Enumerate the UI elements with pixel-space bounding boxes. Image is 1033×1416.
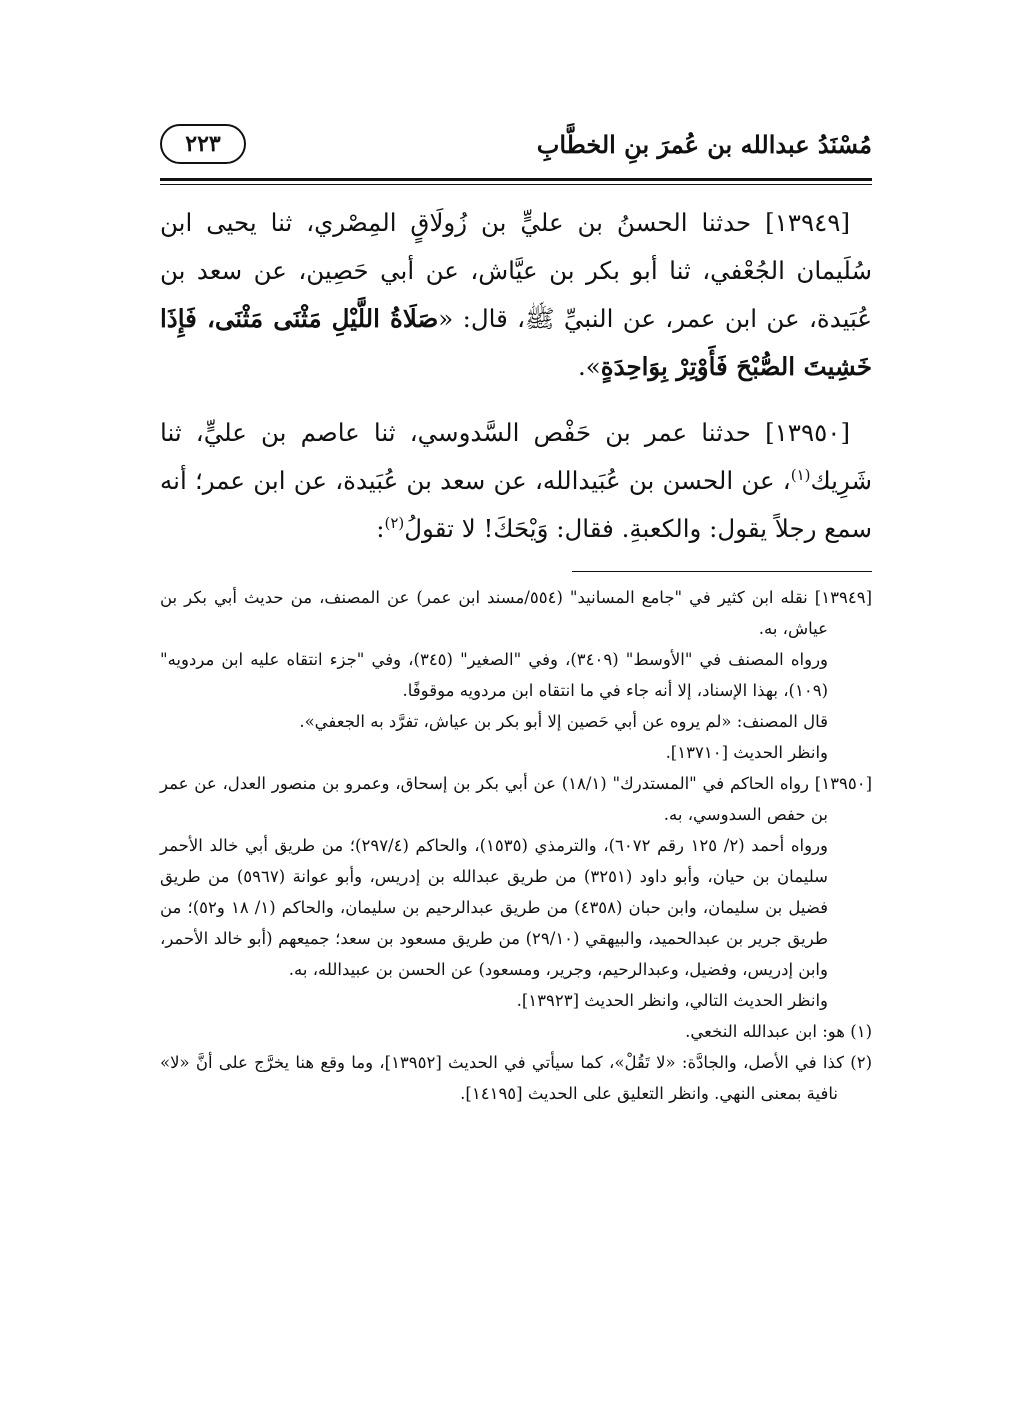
takhrij-13950-line: ورواه أحمد (٢/ ١٢٥ رقم ٦٠٧٢)، والترمذي (١٥٣٥)، والحاكم (٢٩٧/٤)؛ من طريق أبي خالد الأحمر سليمان بن حيان، وأبو داود (٣٢٥١) من طريق عبدالله بن إدريس، وأبو عوانة (٥٩٦٧) من طريق فضيل بن سليمان، وابن حبان (٤٣٥٨) من طريق عبدالرحيم بن سليمان، والحاكم (١/ ١٨ و٥٢)؛ من طريق جرير بن عبدالحميد، والبيهقي (٢٩/١٠) من طريق مسعود بن سعد؛ جميعهم (أبو خالد الأحمر، وابن إدريس، وفضيل، وعبدالرحيم، وجرير، ومسعود) عن الحسن بن عبيدالله، به. xyxy=(160,836,829,979)
hadith-13950-part2: ، عن الحسن بن عُبَيدالله، عن سعد بن عُبَيدة، عن ابن عمر؛ أنه سمع رجلاً يقول: والكعبةِ. فقال: وَيْحَكَ! لا تقولُ xyxy=(160,466,872,543)
header-rule xyxy=(160,178,872,185)
takhrij-13950-line: وانظر الحديث التالي، وانظر الحديث [١٣٩٢٣]. xyxy=(516,991,828,1010)
takhrij-13949-line: قال المصنف: «لم يروه عن أبي حَصين إلا أبو بكر بن عياش، تفرَّد به الجعفي». xyxy=(299,712,828,731)
hadith-13950 xyxy=(160,409,872,553)
hadith-13949-isnad: [١٣٩٤٩] حدثنا الحسنُ بن عليٍّ بن زُولَاقٍ المِصْري، ثنا يحيى ابن سُلَيمان الجُعْفي، ثنا أبو بكر بن عيَّاش، عن أبي حَصِين، عن سعد بن عُبَيدة، عن ابن عمر، عن النبيِّ ﷺ، قال: « xyxy=(160,208,872,333)
takhrij-13949-first: [١٣٩٤٩] نقله ابن كثير في "جامع المسانيد" (٥٥٤/مسند ابن عمر) عن المصنف، من حديث أبي بكر بن عياش، به. xyxy=(160,588,872,638)
hadith-13950-part3: : xyxy=(376,514,385,543)
footnote-ref-2[interactable]: (٢) xyxy=(384,513,405,532)
footnote-2: (٢) كذا في الأصل، والجادَّة: «لا تَقُلْ»، كما سيأتي في الحديث [١٣٩٥٢]، وما وقع هنا يخرَّج على أنَّ «لا» نافية بمعنى النهي. وانظر التعليق على الحديث [١٤١٩٥]. xyxy=(160,1053,873,1103)
running-title: مُسْنَدُ عبدالله بن عُمرَ بنِ الخطَّابِ xyxy=(536,130,872,159)
takhrij-13949-line: وانظر الحديث [١٣٧١٠]. xyxy=(665,743,828,762)
footnote-ref-1[interactable]: (١) xyxy=(790,465,811,484)
page-header xyxy=(160,120,872,176)
page-number-badge: ٢٢٣ xyxy=(160,124,246,164)
hadith-13949 xyxy=(160,199,872,391)
takhrij-13949 xyxy=(160,582,872,768)
takhrij-13949-line: ورواه المصنف في "الأوسط" (٣٤٠٩)، وفي "الصغير" (٣٤٥)، وفي "جزء انتقاه عليه ابن مردويه" (١٠٩)، بهذا الإسناد، إلا أنه جاء في ما انتقاه ابن مردويه موقوفًا. xyxy=(160,650,829,700)
footnote-separator xyxy=(572,571,872,572)
footnotes-section xyxy=(160,582,872,1109)
hadith-text xyxy=(160,199,872,553)
takhrij-13950-first: [١٣٩٥٠] رواه الحاكم في "المستدرك" (١٨/١) عن أبي بكر بن إسحاق، وعمرو بن منصور العدل، عن عمر بن حفص السدوسي، به. xyxy=(160,774,872,824)
page-content xyxy=(160,120,872,1109)
hadith-13950-part1: [١٣٩٥٠] حدثنا عمر بن حَفْص السَّدوسي، ثنا عاصم بن عليٍّ، ثنا شَرِيك xyxy=(160,418,872,495)
takhrij-13950 xyxy=(160,768,872,1016)
hadith-13949-matn: صَلَاةُ اللَّيْلِ مَثْنَى مَثْنَى، فَإِذَا خَشِيتَ الصُّبْحَ فَأَوْتِرْ بِوَاحِدَةٍ xyxy=(160,304,872,381)
hadith-13949-end: ». xyxy=(577,352,601,381)
footnote-1: (١) هو: ابن عبدالله النخعي. xyxy=(685,1022,872,1041)
